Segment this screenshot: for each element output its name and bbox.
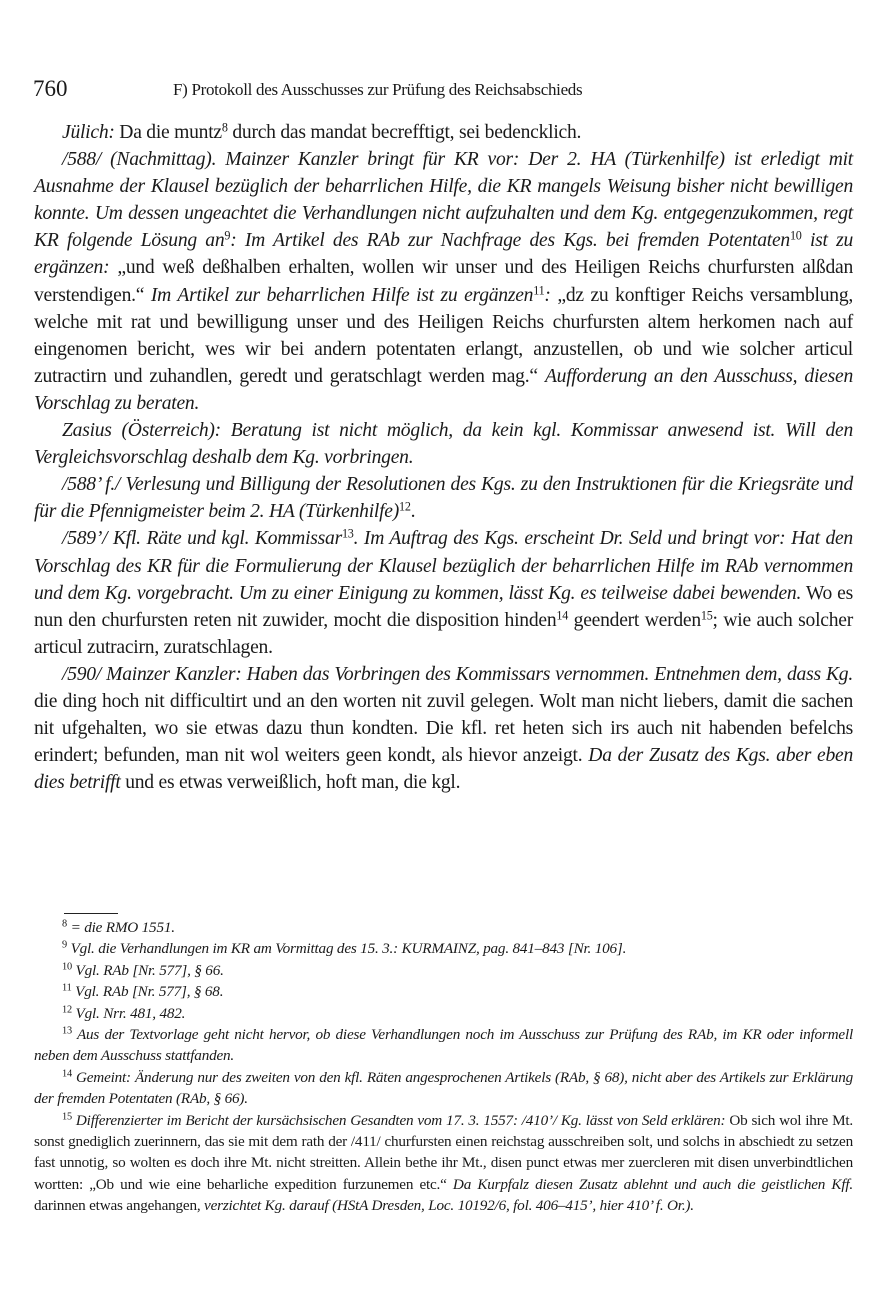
paragraph: [34, 661, 853, 796]
italic-text: Aus der Textvorlage geht nicht hervor, ob diese Verhandlungen noch im Ausschuss zur Prüfung des RAb, im KR oder informell neben dem Ausschuss stattfanden.: [34, 1026, 853, 1065]
paragraph: [34, 471, 853, 525]
italic-text: Vgl. die Verhandlungen im KR am Vormittag des 15. 3.: KURMAINZ, pag. 841–843 [Nr. 106].: [66, 940, 627, 958]
footnotes: [34, 917, 853, 1217]
text-segment: durch das mandat becrefftigt, sei bedencklich.: [227, 122, 582, 143]
italic-text: : Im Artikel des RAb zur Nachfrage des Kgs. bei fremden Potentaten: [230, 230, 790, 252]
text-segment: „dz zu konftiger Reichs versamblung, welche mit rat und bewilligung unser und des Heiligen Reichs churfursten altem herkomen nach auf eingenomen bericht, wes wir bei andern potentaten erlangt, anzustellen, ob und wie solcher articul zutractirn und zuhandlen, geredt und geratschlagt werden mag.“: [34, 284, 854, 387]
text-segment: Wo es nun den churfursten reten nit zuwider, mocht die disposition hinden: [34, 582, 853, 631]
footnote: [34, 1024, 853, 1067]
footnote: [34, 1067, 853, 1110]
italic-text: Vgl. RAb [Nr. 577], § 66.: [71, 961, 224, 979]
italic-text: Im Artikel zur beharrlichen Hilfe ist zu ergänzen: [150, 284, 534, 306]
footnote-reference: 12: [62, 1003, 72, 1015]
footnote-reference: 15: [700, 608, 713, 623]
footnote: [34, 1003, 853, 1024]
footnote-reference: 10: [789, 228, 802, 243]
italic-text: verzichtet Kg. darauf (HStA Dresden, Loc. 10192/6, fol. 406–415’, hier 410’ f. Or.).: [204, 1197, 694, 1215]
footnote-reference: 11: [62, 982, 72, 994]
main-text: [34, 119, 853, 796]
footnote-reference: 13: [341, 526, 354, 541]
italic-text: /588’ f./ Verlesung und Billigung der Resolutionen des Kgs. zu den Instruktionen für die Kriegsräte und für die Pfennigmeister beim 2. HA (Türkenhilfe): [34, 474, 853, 523]
text-segment: Da die muntz: [114, 122, 222, 143]
page-number: 760: [33, 76, 68, 101]
text-segment: „und weß deßhalben erhalten, wollen wir unser und des Heiligen Reichs churfursten alßdan verstendigen.“: [34, 257, 853, 306]
italic-text: /589’/ Kfl. Räte und kgl. Kommissar: [62, 528, 342, 550]
footnote-reference: 8: [62, 918, 67, 930]
footnote: [34, 917, 853, 938]
italic-text: Differenzierter im Bericht der kursächsischen Gesandten vom 17. 3. 1557: /410’/ Kg. lässt von Seld erklären:: [71, 1111, 726, 1129]
footnote: [34, 960, 853, 981]
footnote: [34, 1110, 853, 1217]
footnote-reference: 12: [399, 499, 411, 514]
footnote-reference: 14: [62, 1068, 72, 1080]
paragraph: [34, 525, 853, 660]
paragraph: [34, 417, 853, 471]
footnote-reference: 15: [62, 1110, 72, 1122]
text-segment: .: [410, 501, 416, 523]
text-segment: und es etwas verweißlich, hoft man, die kgl.: [120, 772, 461, 794]
footnote-reference: 10: [62, 961, 72, 973]
footnote-reference: 8: [221, 120, 228, 135]
text-segment: die ding hoch nit difficultirt und an den worten nit zuvil gelegen. Wolt man nicht liebers, damit die sachen nit ufgehalten, wo sie etwas dazu thun kondten. Die kfl. ret heten sich irs auch nit habenden befelchs erindert; befunden, man nit wol weiters geen kondt, als hievor anzeigt.: [34, 690, 853, 767]
footnote: [34, 938, 853, 959]
text-segment: Ob sich wol ihre Mt. sonst gnediglich zuerinnern, das sie mit dem rath der /411/ churfursten einen reichstag ausschreiben solt, und solchs in abschiedt zu setzen fast unnotig, so wolten es doch ihre Mt. nicht streitten. Allein bethe ihr Mt., disen punct etwas mer zuercleren mit disen unverbindtlichen wortten: „Ob und wie eine beharliche expedition furzunemen etc.“: [34, 1111, 853, 1193]
footnote: [34, 981, 853, 1002]
footnote-divider: [64, 913, 118, 914]
italic-text: Da der Zusatz des Kgs. aber eben dies betrifft: [34, 745, 854, 794]
italic-text: Jülich:: [62, 122, 115, 143]
footnote-reference: 14: [556, 608, 569, 623]
italic-text: /590/ Mainzer Kanzler: Haben das Vorbringen des Kommissars vernommen. Entnehmen dem, dass Kg.: [62, 663, 853, 685]
text-segment: darinnen etwas angehangen,: [34, 1197, 205, 1215]
text-segment: geendert werden: [568, 609, 701, 631]
page-header: [33, 76, 853, 106]
footnote-reference: 9: [224, 228, 231, 243]
italic-text: Vgl. Nrr. 481, 482.: [71, 1004, 186, 1022]
footnote-reference: 13: [62, 1025, 72, 1037]
paragraph: [34, 119, 853, 146]
text-segment: ; wie auch solcher articul zutracirn, zuratschlagen.: [34, 609, 853, 658]
footnote-reference: 11: [533, 282, 545, 297]
italic-text: :: [544, 284, 551, 306]
italic-text: Vgl. RAb [Nr. 577], § 68.: [71, 983, 224, 1001]
italic-text: Aufforderung an den Ausschuss, diesen Vorschlag zu beraten.: [34, 365, 853, 414]
italic-text: ist zu ergänzen:: [34, 230, 853, 279]
italic-text: = die RMO 1551.: [66, 919, 175, 936]
italic-text: /588/ (Nachmittag). Mainzer Kanzler bringt für KR vor: Der 2. HA (Türkenhilfe) ist erledigt mit Ausnahme der Klausel bezüglich der beharrlichen Hilfe, die KR mangels Weisung bisher nicht bewilligen konnte. Um dessen ungeachtet die Verhandlungen nicht aufzuhalten und dem Kg. entgegenzukommen, regt KR folgende Lösung an: [34, 149, 853, 252]
italic-text: Zasius (Österreich): Beratung ist nicht möglich, da kein kgl. Kommissar anwesend ist. Will den Vergleichsvorschlag deshalb dem Kg. vorbringen.: [34, 420, 853, 469]
paragraph: [34, 146, 853, 417]
italic-text: Da Kurpfalz diesen Zusatz ablehnt und auch die geistlichen Kff.: [452, 1175, 853, 1193]
italic-text: Gemeint: Änderung nur des zweiten von den kfl. Räten angesprochenen Artikels (RAb, § 68), nicht aber des Artikels zur Erklärung der fremden Potentaten (RAb, § 66).: [34, 1068, 853, 1108]
italic-text: . Im Auftrag des Kgs. erscheint Dr. Seld und bringt vor: Hat den Vorschlag des KR für die Formulierung der Klausel bezüglich der beharrlichen Hilfe im RAb vernommen und dem Kg. vorgebracht. Um zu einer Einigung zu kommen, lässt Kg. es teilweise dabei bewenden.: [34, 528, 853, 604]
running-title: F) Protokoll des Ausschusses zur Prüfung des Reichsabschieds: [173, 80, 583, 99]
footnote-reference: 9: [62, 939, 67, 951]
